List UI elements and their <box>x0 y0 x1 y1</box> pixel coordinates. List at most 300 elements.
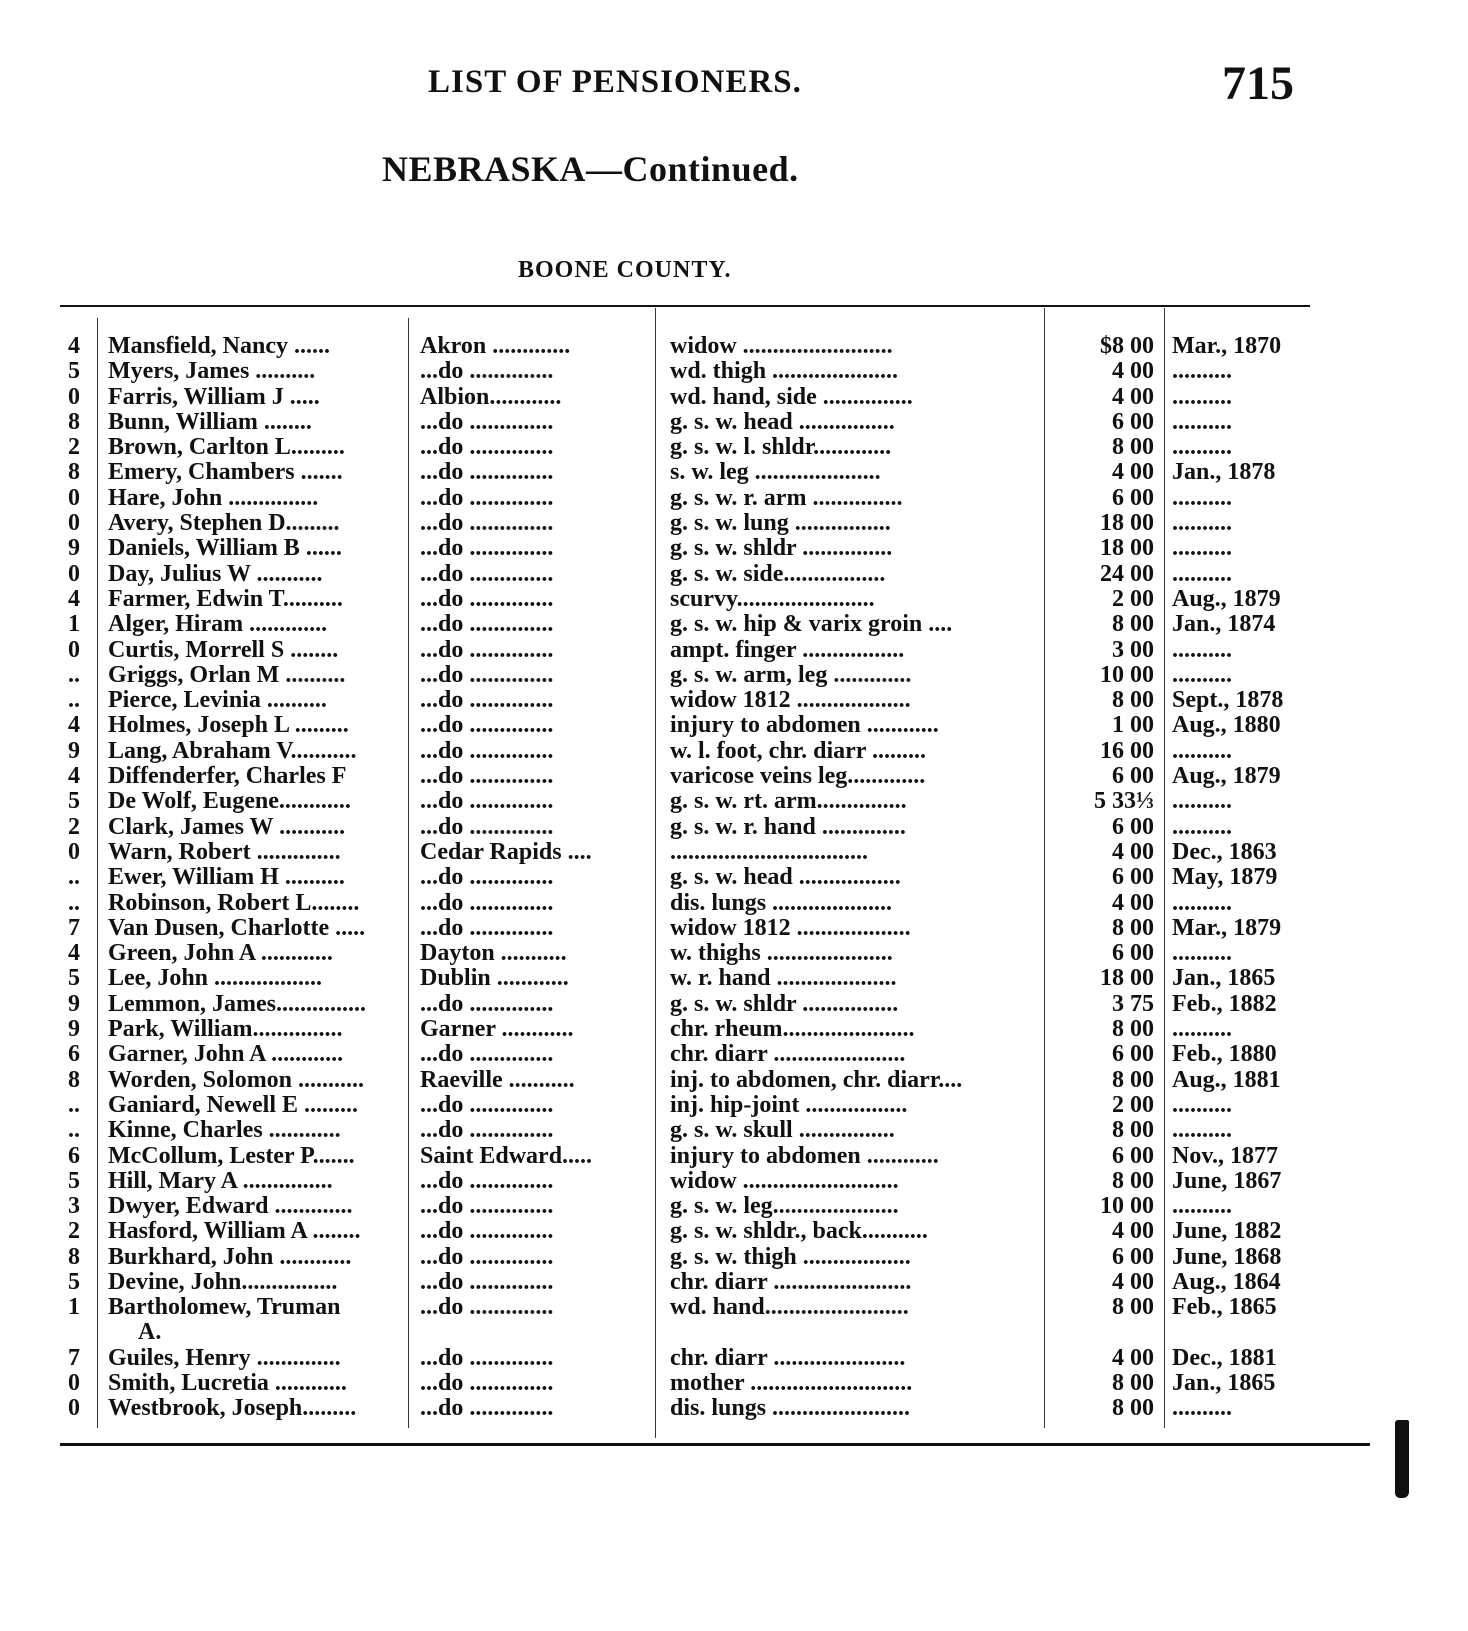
table-row <box>0 840 1468 865</box>
disability-cause: dis. lungs .................... <box>670 890 893 916</box>
table-row <box>0 663 1468 688</box>
pensioner-name: Park, William............... <box>108 1017 343 1043</box>
date-of-original-allowance: Mar., 1879 <box>1172 915 1282 941</box>
table-row <box>0 511 1468 536</box>
date-of-original-allowance: .......... <box>1172 1396 1232 1422</box>
pensioner-name: Farmer, Edwin T.......... <box>108 586 343 612</box>
monthly-rate: 18 00 <box>1100 965 1154 992</box>
date-of-original-allowance: .......... <box>1172 409 1232 435</box>
monthly-rate: 8 00 <box>1112 1117 1154 1144</box>
date-of-original-allowance: Aug., 1880 <box>1172 713 1281 739</box>
post-office: ...do .............. <box>420 485 554 511</box>
cert-number: 0 <box>68 1371 80 1397</box>
pensioner-name: Farris, William J ..... <box>108 384 320 410</box>
table-row <box>0 815 1468 840</box>
post-office: ...do .............. <box>420 1168 554 1194</box>
table-row <box>0 966 1468 991</box>
disability-cause: g. s. w. leg..................... <box>670 1194 899 1220</box>
disability-cause: mother ........................... <box>670 1371 913 1397</box>
monthly-rate: 18 00 <box>1100 510 1154 537</box>
table-row <box>0 562 1468 587</box>
disability-cause: w. l. foot, chr. diarr ......... <box>670 738 926 764</box>
cert-number: 4 <box>68 941 80 967</box>
pensioner-name: Alger, Hiram ............. <box>108 612 328 638</box>
cert-number: 4 <box>68 713 80 739</box>
cert-number: 0 <box>68 839 80 865</box>
monthly-rate: 4 00 <box>1112 358 1154 385</box>
disability-cause: scurvy....................... <box>670 586 875 612</box>
cert-number: .. <box>68 688 80 714</box>
cert-number: 8 <box>68 460 80 486</box>
table-row <box>0 688 1468 713</box>
cert-number: 5 <box>68 789 80 815</box>
table-row <box>0 1245 1468 1270</box>
pensioner-name: Guiles, Henry .............. <box>108 1345 341 1371</box>
table-row <box>0 992 1468 1017</box>
pensioner-name: Daniels, William B ...... <box>108 536 342 562</box>
pensioner-name: Hill, Mary A ............... <box>108 1168 333 1194</box>
disability-cause: g. s. w. shldr ............... <box>670 536 893 562</box>
cert-number: 0 <box>68 561 80 587</box>
pensioner-name: Avery, Stephen D......... <box>108 511 340 537</box>
disability-cause: g. s. w. arm, leg ............. <box>670 662 912 688</box>
cert-number: 0 <box>68 485 80 511</box>
pensioner-name: Green, John A ............ <box>108 941 333 967</box>
cert-number: 0 <box>68 1396 80 1422</box>
pensioner-table <box>0 334 1468 1422</box>
post-office: Dayton ........... <box>420 941 567 967</box>
table-row <box>0 1118 1468 1143</box>
monthly-rate: 6 00 <box>1112 1142 1154 1169</box>
date-of-original-allowance: Mar., 1870 <box>1172 334 1282 359</box>
monthly-rate: 10 00 <box>1100 661 1154 688</box>
post-office: Raeville ........... <box>420 1067 575 1093</box>
table-row <box>0 612 1468 637</box>
table-row <box>0 1068 1468 1093</box>
state-heading: NEBRASKA—Continued. <box>382 149 799 189</box>
post-office: ...do .............. <box>420 409 554 435</box>
disability-cause: g. s. w. l. shldr............. <box>670 435 892 461</box>
cert-number: 7 <box>68 915 80 941</box>
page-number: 715 <box>1222 57 1294 110</box>
post-office: ...do .............. <box>420 662 554 688</box>
monthly-rate: 8 00 <box>1112 1395 1154 1422</box>
monthly-rate: 6 00 <box>1112 484 1154 511</box>
cert-number: 5 <box>68 1269 80 1295</box>
disability-cause: g. s. w. side................. <box>670 561 886 587</box>
post-office: ...do .............. <box>420 1269 554 1295</box>
disability-cause: chr. diarr ....................... <box>670 1269 912 1295</box>
date-of-original-allowance: May, 1879 <box>1172 865 1278 891</box>
monthly-rate: 24 00 <box>1100 560 1154 587</box>
table-row <box>0 435 1468 460</box>
post-office: Garner ............ <box>420 1017 574 1043</box>
monthly-rate: 8 00 <box>1112 1167 1154 1194</box>
date-of-original-allowance: June, 1868 <box>1172 1244 1282 1270</box>
monthly-rate: 8 00 <box>1112 1294 1154 1321</box>
cert-number: 3 <box>68 1194 80 1220</box>
disability-cause: injury to abdomen ............ <box>670 713 939 739</box>
post-office: ...do .............. <box>420 1371 554 1397</box>
disability-cause: s. w. leg ..................... <box>670 460 881 486</box>
pensioner-name-continuation: A. <box>138 1319 162 1346</box>
table-row <box>0 1093 1468 1118</box>
post-office: ...do .............. <box>420 1042 554 1068</box>
cert-number: 8 <box>68 409 80 435</box>
monthly-rate: 2 00 <box>1112 585 1154 612</box>
post-office: ...do .............. <box>420 1295 554 1321</box>
date-of-original-allowance: Sept., 1878 <box>1172 688 1284 714</box>
date-of-original-allowance: Jan., 1865 <box>1172 1371 1276 1397</box>
post-office: ...do .............. <box>420 688 554 714</box>
table-row <box>0 1144 1468 1169</box>
pensioner-name: Mansfield, Nancy ...... <box>108 334 330 359</box>
cert-number: 5 <box>68 359 80 385</box>
disability-cause: g. s. w. head ................. <box>670 865 901 891</box>
date-of-original-allowance: .......... <box>1172 1118 1232 1144</box>
pensioner-name: Diffenderfer, Charles F <box>108 764 347 790</box>
table-row <box>0 1371 1468 1396</box>
date-of-original-allowance: Jan., 1878 <box>1172 460 1276 486</box>
disability-cause: inj. to abdomen, chr. diarr.... <box>670 1067 963 1093</box>
disability-cause: widow ......................... <box>670 334 893 359</box>
disability-cause: widow 1812 ................... <box>670 915 911 941</box>
disability-cause: g. s. w. r. hand .............. <box>670 814 906 840</box>
date-of-original-allowance: .......... <box>1172 1092 1232 1118</box>
monthly-rate: 4 00 <box>1112 1218 1154 1245</box>
disability-cause: wd. hand........................ <box>670 1295 909 1321</box>
cert-number: .. <box>68 1092 80 1118</box>
monthly-rate: 16 00 <box>1100 737 1154 764</box>
date-of-original-allowance: .......... <box>1172 789 1232 815</box>
pensioner-name: Westbrook, Joseph......... <box>108 1396 357 1422</box>
date-of-original-allowance: .......... <box>1172 384 1232 410</box>
date-of-original-allowance: Feb., 1880 <box>1172 1042 1277 1068</box>
disability-cause: ampt. finger ................. <box>670 637 905 663</box>
post-office: ...do .............. <box>420 789 554 815</box>
monthly-rate: 4 00 <box>1112 459 1154 486</box>
monthly-rate: 8 00 <box>1112 914 1154 941</box>
post-office: ...do .............. <box>420 991 554 1017</box>
monthly-rate: $8 00 <box>1100 333 1154 359</box>
table-row <box>0 739 1468 764</box>
disability-cause: dis. lungs ....................... <box>670 1396 911 1422</box>
pensioner-name: McCollum, Lester P....... <box>108 1143 355 1169</box>
monthly-rate: 8 00 <box>1112 1370 1154 1397</box>
post-office: ...do .............. <box>420 1118 554 1144</box>
disability-cause: chr. diarr ...................... <box>670 1042 906 1068</box>
disability-cause: g. s. w. hip & varix groin .... <box>670 612 953 638</box>
pensioner-name: Curtis, Morrell S ........ <box>108 637 339 663</box>
date-of-original-allowance: .......... <box>1172 662 1232 688</box>
monthly-rate: 8 00 <box>1112 434 1154 461</box>
disability-cause: inj. hip-joint ................. <box>670 1092 908 1118</box>
cert-number: 7 <box>68 1345 80 1371</box>
post-office: ...do .............. <box>420 359 554 385</box>
table-row <box>0 486 1468 511</box>
pensioner-name: Griggs, Orlan M .......... <box>108 662 346 688</box>
pensioner-name: Van Dusen, Charlotte ..... <box>108 915 366 941</box>
table-top-rule <box>60 305 1310 307</box>
table-row <box>0 1169 1468 1194</box>
post-office: ...do .............. <box>420 586 554 612</box>
pensioner-name: Garner, John A ............ <box>108 1042 344 1068</box>
cert-number: 9 <box>68 738 80 764</box>
date-of-original-allowance: .......... <box>1172 738 1232 764</box>
pensioner-name: Myers, James .......... <box>108 359 316 385</box>
date-of-original-allowance: .......... <box>1172 637 1232 663</box>
disability-cause: g. s. w. shldr., back........... <box>670 1219 928 1245</box>
post-office: ...do .............. <box>420 1092 554 1118</box>
table-row <box>0 359 1468 384</box>
monthly-rate: 4 00 <box>1112 383 1154 410</box>
cert-number: .. <box>68 890 80 916</box>
post-office: ...do .............. <box>420 460 554 486</box>
disability-cause: wd. thigh ..................... <box>670 359 899 385</box>
date-of-original-allowance: Dec., 1863 <box>1172 839 1277 865</box>
page-title: LIST OF PENSIONERS. <box>428 64 802 100</box>
monthly-rate: 4 00 <box>1112 1344 1154 1371</box>
disability-cause: chr. diarr ...................... <box>670 1345 906 1371</box>
cert-number: 9 <box>68 991 80 1017</box>
monthly-rate: 6 00 <box>1112 940 1154 967</box>
date-of-original-allowance: Jan., 1865 <box>1172 966 1276 992</box>
table-row <box>0 1396 1468 1421</box>
pensioner-name: De Wolf, Eugene............ <box>108 789 351 815</box>
monthly-rate: 6 00 <box>1112 864 1154 891</box>
table-row <box>0 713 1468 738</box>
post-office: ...do .............. <box>420 1396 554 1422</box>
pensioner-name: Warn, Robert .............. <box>108 839 341 865</box>
disability-cause: g. s. w. r. arm ............... <box>670 485 903 511</box>
disability-cause: g. s. w. thigh .................. <box>670 1244 911 1270</box>
table-row <box>0 941 1468 966</box>
date-of-original-allowance: Aug., 1879 <box>1172 764 1281 790</box>
post-office: ...do .............. <box>420 1219 554 1245</box>
post-office: ...do .............. <box>420 435 554 461</box>
cert-number: 2 <box>68 814 80 840</box>
disability-cause: g. s. w. head ................ <box>670 409 895 435</box>
cert-number: 4 <box>68 586 80 612</box>
date-of-original-allowance: Nov., 1877 <box>1172 1143 1279 1169</box>
date-of-original-allowance: .......... <box>1172 359 1232 385</box>
date-of-original-allowance: Dec., 1881 <box>1172 1345 1277 1371</box>
table-row <box>0 334 1468 359</box>
pensioner-name: Kinne, Charles ............ <box>108 1118 341 1144</box>
post-office: ...do .............. <box>420 865 554 891</box>
table-row <box>0 460 1468 485</box>
disability-cause: widow .......................... <box>670 1168 899 1194</box>
post-office: Albion............ <box>420 384 562 410</box>
monthly-rate: 8 00 <box>1112 1066 1154 1093</box>
post-office: ...do .............. <box>420 738 554 764</box>
cert-number: 9 <box>68 1017 80 1043</box>
date-of-original-allowance: June, 1867 <box>1172 1168 1282 1194</box>
monthly-rate: 4 00 <box>1112 889 1154 916</box>
disability-cause: g. s. w. skull ................ <box>670 1118 895 1144</box>
cert-number: 8 <box>68 1067 80 1093</box>
monthly-rate: 8 00 <box>1112 611 1154 638</box>
cert-number: 6 <box>68 1143 80 1169</box>
cert-number: 8 <box>68 1244 80 1270</box>
post-office: Cedar Rapids .... <box>420 839 592 865</box>
cert-number: 4 <box>68 764 80 790</box>
cert-number: 9 <box>68 536 80 562</box>
date-of-original-allowance: June, 1882 <box>1172 1219 1282 1245</box>
monthly-rate: 18 00 <box>1100 535 1154 562</box>
table-row <box>0 587 1468 612</box>
table-row <box>0 891 1468 916</box>
post-office: Dublin ............ <box>420 966 569 992</box>
cert-number: 0 <box>68 511 80 537</box>
cert-number: 1 <box>68 1295 80 1321</box>
monthly-rate: 6 00 <box>1112 763 1154 790</box>
monthly-rate: 2 00 <box>1112 1091 1154 1118</box>
table-row <box>0 638 1468 663</box>
date-of-original-allowance: .......... <box>1172 941 1232 967</box>
date-of-original-allowance: Aug., 1879 <box>1172 586 1281 612</box>
table-row <box>0 764 1468 789</box>
cert-number: .. <box>68 1118 80 1144</box>
date-of-original-allowance: .......... <box>1172 1194 1232 1220</box>
date-of-original-allowance: .......... <box>1172 1017 1232 1043</box>
post-office: ...do .............. <box>420 1345 554 1371</box>
disability-cause: varicose veins leg............. <box>670 764 926 790</box>
post-office: ...do .............. <box>420 612 554 638</box>
table-row <box>0 1295 1468 1346</box>
pensioner-name: Day, Julius W ........... <box>108 561 323 587</box>
date-of-original-allowance: .......... <box>1172 814 1232 840</box>
post-office: ...do .............. <box>420 814 554 840</box>
table-row <box>0 1194 1468 1219</box>
disability-cause: chr. rheum...................... <box>670 1017 915 1043</box>
disability-cause: g. s. w. rt. arm............... <box>670 789 907 815</box>
disability-cause: widow 1812 ................... <box>670 688 911 714</box>
monthly-rate: 4 00 <box>1112 1268 1154 1295</box>
post-office: ...do .............. <box>420 764 554 790</box>
table-row <box>0 789 1468 814</box>
table-bottom-rule <box>60 1443 1370 1446</box>
cert-number: 2 <box>68 435 80 461</box>
date-of-original-allowance: Aug., 1864 <box>1172 1269 1281 1295</box>
post-office: ...do .............. <box>420 915 554 941</box>
cert-number: 6 <box>68 1042 80 1068</box>
pensioner-name: Emery, Chambers ....... <box>108 460 343 486</box>
cert-number: 1 <box>68 612 80 638</box>
pensioner-name: Bartholomew, Truman A. <box>108 1295 400 1345</box>
pensioner-name: Clark, James W ........... <box>108 814 346 840</box>
pensioner-name: Holmes, Joseph L ......... <box>108 713 349 739</box>
monthly-rate: 5 33⅓ <box>1094 788 1154 815</box>
disability-cause: w. thighs ..................... <box>670 941 893 967</box>
post-office: ...do .............. <box>420 536 554 562</box>
pensioner-name: Smith, Lucretia ............ <box>108 1371 347 1397</box>
cert-number: .. <box>68 662 80 688</box>
disability-cause: g. s. w. lung ................ <box>670 511 891 537</box>
table-row <box>0 865 1468 890</box>
pensioner-name: Devine, John................ <box>108 1269 338 1295</box>
pensioner-name: Lang, Abraham V........... <box>108 738 357 764</box>
post-office: ...do .............. <box>420 561 554 587</box>
pensioner-name: Dwyer, Edward ............. <box>108 1194 353 1220</box>
monthly-rate: 1 00 <box>1112 712 1154 739</box>
cert-number: .. <box>68 865 80 891</box>
disability-cause: w. r. hand .................... <box>670 966 897 992</box>
post-office: ...do .............. <box>420 1244 554 1270</box>
post-office: Saint Edward..... <box>420 1143 593 1169</box>
pensioner-name: Lemmon, James............... <box>108 991 366 1017</box>
monthly-rate: 3 00 <box>1112 636 1154 663</box>
cert-number: 2 <box>68 1219 80 1245</box>
monthly-rate: 6 00 <box>1112 408 1154 435</box>
pensioner-name: Brown, Carlton L......... <box>108 435 345 461</box>
cert-number: 0 <box>68 637 80 663</box>
monthly-rate: 6 00 <box>1112 813 1154 840</box>
post-office: Akron ............. <box>420 334 571 359</box>
county-heading: BOONE COUNTY. <box>518 257 732 283</box>
monthly-rate: 3 75 <box>1112 990 1154 1017</box>
monthly-rate: 10 00 <box>1100 1193 1154 1220</box>
post-office: ...do .............. <box>420 1194 554 1220</box>
monthly-rate: 6 00 <box>1112 1243 1154 1270</box>
pensioner-name: Hare, John ............... <box>108 485 319 511</box>
pensioner-name: Ewer, William H .......... <box>108 865 345 891</box>
cert-number: 5 <box>68 1168 80 1194</box>
date-of-original-allowance: Aug., 1881 <box>1172 1067 1281 1093</box>
date-of-original-allowance: .......... <box>1172 435 1232 461</box>
pensioner-name: Ganiard, Newell E ......... <box>108 1092 358 1118</box>
pensioner-name: Lee, John .................. <box>108 966 323 992</box>
table-row <box>0 385 1468 410</box>
disability-cause: injury to abdomen ............ <box>670 1143 939 1169</box>
date-of-original-allowance: .......... <box>1172 561 1232 587</box>
post-office: ...do .............. <box>420 890 554 916</box>
date-of-original-allowance: Feb., 1882 <box>1172 991 1277 1017</box>
table-row <box>0 1270 1468 1295</box>
table-row <box>0 536 1468 561</box>
date-of-original-allowance: .......... <box>1172 536 1232 562</box>
table-row <box>0 1042 1468 1067</box>
pensioner-name: Worden, Solomon ........... <box>108 1067 365 1093</box>
disability-cause: wd. hand, side ............... <box>670 384 913 410</box>
pensioner-name: Pierce, Levinia .......... <box>108 688 327 714</box>
pensioner-name: Burkhard, John ............ <box>108 1244 352 1270</box>
post-office: ...do .............. <box>420 713 554 739</box>
cert-number: 0 <box>68 384 80 410</box>
date-of-original-allowance: .......... <box>1172 890 1232 916</box>
post-office: ...do .............. <box>420 637 554 663</box>
disability-cause: ................................. <box>670 839 868 865</box>
monthly-rate: 6 00 <box>1112 1041 1154 1068</box>
monthly-rate: 8 00 <box>1112 1016 1154 1043</box>
monthly-rate: 8 00 <box>1112 687 1154 714</box>
table-row <box>0 1346 1468 1371</box>
date-of-original-allowance: .......... <box>1172 485 1232 511</box>
page-edge-mark <box>1395 1420 1409 1498</box>
disability-cause: g. s. w. shldr ................ <box>670 991 899 1017</box>
monthly-rate: 4 00 <box>1112 838 1154 865</box>
table-row <box>0 916 1468 941</box>
pensioner-name: Hasford, William A ........ <box>108 1219 361 1245</box>
date-of-original-allowance: Jan., 1874 <box>1172 612 1276 638</box>
date-of-original-allowance: .......... <box>1172 511 1232 537</box>
table-row <box>0 1219 1468 1244</box>
table-row <box>0 1017 1468 1042</box>
pensioner-name: Bunn, William ........ <box>108 409 312 435</box>
pensioner-name: Robinson, Robert L........ <box>108 890 360 916</box>
cert-number: 4 <box>68 334 80 359</box>
post-office: ...do .............. <box>420 511 554 537</box>
